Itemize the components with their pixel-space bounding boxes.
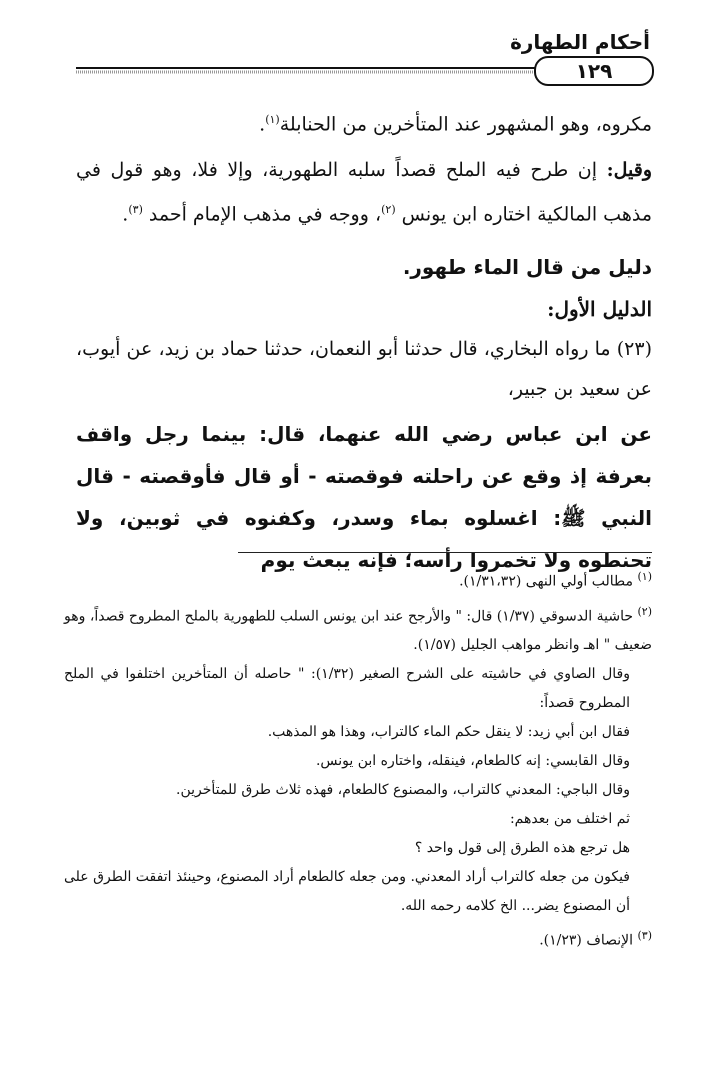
page-number: ١٢٩ (534, 56, 654, 86)
footnote-2 (64, 597, 652, 661)
footnote-1-number: (١) (637, 570, 652, 583)
footnote-ref-3: (٣) (128, 203, 143, 217)
subsection-heading: الدليل الأول: (547, 296, 652, 321)
paragraph-1 (76, 100, 652, 144)
footnote-ref-2: (٢) (381, 203, 396, 217)
footnote-2-number: (٢) (637, 604, 652, 618)
footnotes (64, 562, 652, 956)
footnote-3 (64, 921, 652, 956)
footnote-2-line-disagreement: ثم اختلف من بعدهم: (509, 811, 630, 828)
footnote-2-continued: وقال الصاوي في حاشيته على الشرح الصغير (١/٣٢): " حاصله أن المتأخرين اختلفوا في الملح المطروح قصداً: (64, 666, 630, 712)
paragraph-2-lead: وقيل: (606, 159, 652, 182)
paragraph-1-text: مكروه، وهو المشهور عند المتأخرين من الحنابلة (279, 113, 652, 136)
footnote-2-line-conclusion: فيكون من جعله كالتراب أراد المعدني. ومن جعله كالطعام أراد المصنوع، وحينئذ اتفقت الطرق على أن المصنوع يضر... الخ كلامه رحمه الله. (64, 869, 630, 915)
hadith-chain: (٢٣) ما رواه البخاري، قال حدثنا أبو النعمان، حدثنا حماد بن زيد، عن أيوب، عن سعيد بن جبير، (76, 337, 652, 400)
footnote-1-text: مطالب أولي النهى (١/٣١،٣٢). (459, 573, 638, 590)
footnote-2-text: حاشية الدسوقي (١/٣٧) قال: " والأرجح عند ابن يونس السلب للطهورية بالملح المطروح قصداً، وهو ضعيف " اهـ وانظر مواهب الجليل (١/٥٧). (64, 608, 652, 654)
paragraph-2-text-a: إن طرح فيه الملح قصداً سلبه الطهورية، وإلا فلا، وهو قول في مذهب المالكية اختاره ابن يونس (76, 159, 652, 226)
footnote-separator (238, 552, 652, 553)
footnote-ref-1: (١) (265, 113, 280, 126)
footnote-3-number: (٣) (637, 929, 652, 943)
footnote-2-line-ibn-abi-zayd: فقال ابن أبي زيد: لا ينقل حكم الماء كالتراب، وهذا هو المذهب. (267, 724, 630, 741)
footnote-3-text: الإنصاف (١/٢٣). (539, 932, 638, 949)
paragraph-2-text-b: ، ووجه في مذهب الإمام أحمد (142, 203, 382, 226)
paragraph-2-end: . (122, 203, 129, 226)
hadith-text: عن ابن عباس رضي الله عنهما، قال: بينما رجل واقف بعرفة إذ وقع عن راحلته فوقصته - أو قال فأوقصته - قال النبي ﷺ: اغسلوه بماء وسدر، وكفنوه في ثوبين، ولا تحنطوه ولا تخمروا رأسه؛ فإنه يبعث يوم (76, 421, 652, 572)
footnote-1 (64, 562, 652, 597)
running-header-title: أحكام الطهارة (510, 30, 650, 54)
section-heading: دليل من قال الماء طهور. (402, 254, 652, 279)
footnote-2-line-qabisi: وقال القابسي: إنه كالطعام، فينقله، واختاره ابن يونس. (315, 753, 630, 770)
footnote-2-line-question: هل ترجع هذه الطرق إلى قول واحد ؟ (414, 840, 630, 857)
paragraph-1-end: . (259, 113, 266, 136)
paragraph-2 (76, 150, 652, 234)
main-text (76, 100, 652, 581)
footnote-2-line-baji: وقال الباجي: المعدني كالتراب، والمصنوع كالطعام، فهذه ثلاث طرق للمتأخرين. (176, 782, 630, 799)
